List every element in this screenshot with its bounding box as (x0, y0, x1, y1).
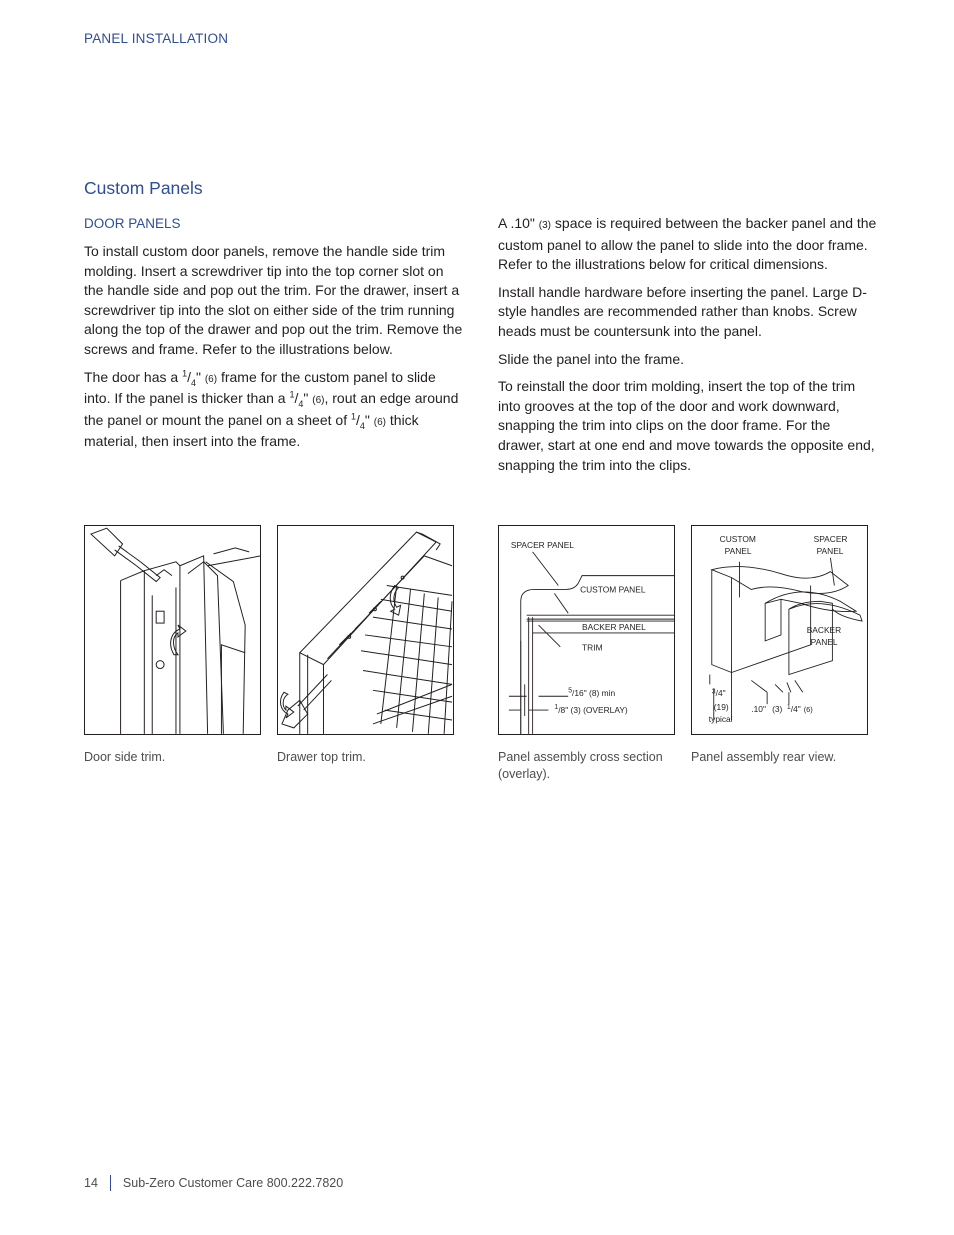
dimension-1-8: $^1$/8" (3) (OVERLAY) (554, 704, 628, 716)
label-backer-1: BACKER (806, 624, 842, 635)
label-backer-2: PANEL (810, 636, 838, 647)
footer-contact: Sub-Zero Customer Care 800.222.7820 (122, 1176, 344, 1190)
reinstall-paragraph: To reinstall the door trim molding, insert the top of the trim into grooves at the top of the door and work downward, snapping the trim into clips on the door frame. For the drawer, start at one end and move towards the opposite end, snapping the trim into the clips. (498, 378, 875, 473)
page-title: Custom Panels (84, 178, 203, 198)
dimension-19mm: (19) (713, 702, 729, 713)
spacing-paragraph: A .10" (3) space is required between the backer panel and the custom panel to allow the panel to slide into the door frame. Refer to the illustrations below for critical dimensions. (498, 215, 877, 273)
right-column (498, 214, 878, 483)
caption-rear-view: Panel assembly rear view. (691, 750, 837, 764)
label-trim: TRIM (582, 642, 603, 653)
dimension-10: .10" (751, 704, 766, 715)
cross-section-diagram (498, 525, 675, 735)
door-panels-subhead: DOOR PANELS (84, 216, 181, 231)
dimension-3mm: (3) (772, 704, 783, 715)
rear-view-diagram (691, 525, 868, 735)
label-custom-panel: CUSTOM PANEL (580, 584, 646, 595)
frame-paragraph: The door has a $^1/_4$" (6) frame for the custom panel to slide into. If the panel is thicker than a $^1/_4$" (6), rout an edge around the panel or mount the panel on a sheet of $^1/_4$" (6) thick material, then insert into the frame. (84, 367, 459, 450)
label-custom-2: PANEL (724, 545, 752, 556)
dimension-typical: typical (708, 713, 733, 724)
label-spacer-panel: SPACER PANEL (510, 539, 574, 550)
label-custom-1: CUSTOM (719, 534, 756, 545)
footer-divider (110, 1175, 111, 1191)
left-column (84, 214, 464, 460)
dimension-5-16: $^5$/16" (8) min (568, 687, 616, 699)
label-spacer-2: PANEL (816, 545, 844, 556)
removal-paragraph: To install custom door panels, remove the handle side trim molding. Insert a screwdriver tip into the top corner slot on the handle side and pop out the trim. For the drawer, insert a screwdriver tip into the slot on either side of the trim running along the top of the drawer and pop out the trim. Remove the screws and frame. Refer to the illustrations below. (84, 243, 463, 357)
caption-drawer-top-trim: Drawer top trim. (277, 750, 366, 764)
slide-paragraph: Slide the panel into the frame. (498, 350, 685, 367)
label-spacer-1: SPACER (813, 534, 848, 545)
label-backer-panel: BACKER PANEL (582, 622, 646, 632)
handle-paragraph: Install handle hardware before inserting the panel. Large D-style handles are recommended rather than knobs. Screw heads must be countersunk into the panel. (498, 283, 867, 339)
caption-door-side-trim: Door side trim. (84, 750, 166, 764)
page-number: 14 (84, 1176, 98, 1190)
caption-cross-section: Panel assembly cross section (overlay). (498, 750, 663, 781)
dimension-3-4: $^3$/4" (711, 688, 726, 699)
door-side-trim-illustration (84, 525, 261, 735)
dimension-1-4: $^1$/4" (6) (786, 704, 813, 715)
footer (84, 1175, 343, 1191)
section-header: PANEL INSTALLATION (84, 31, 229, 46)
drawer-top-trim-illustration (277, 525, 454, 735)
